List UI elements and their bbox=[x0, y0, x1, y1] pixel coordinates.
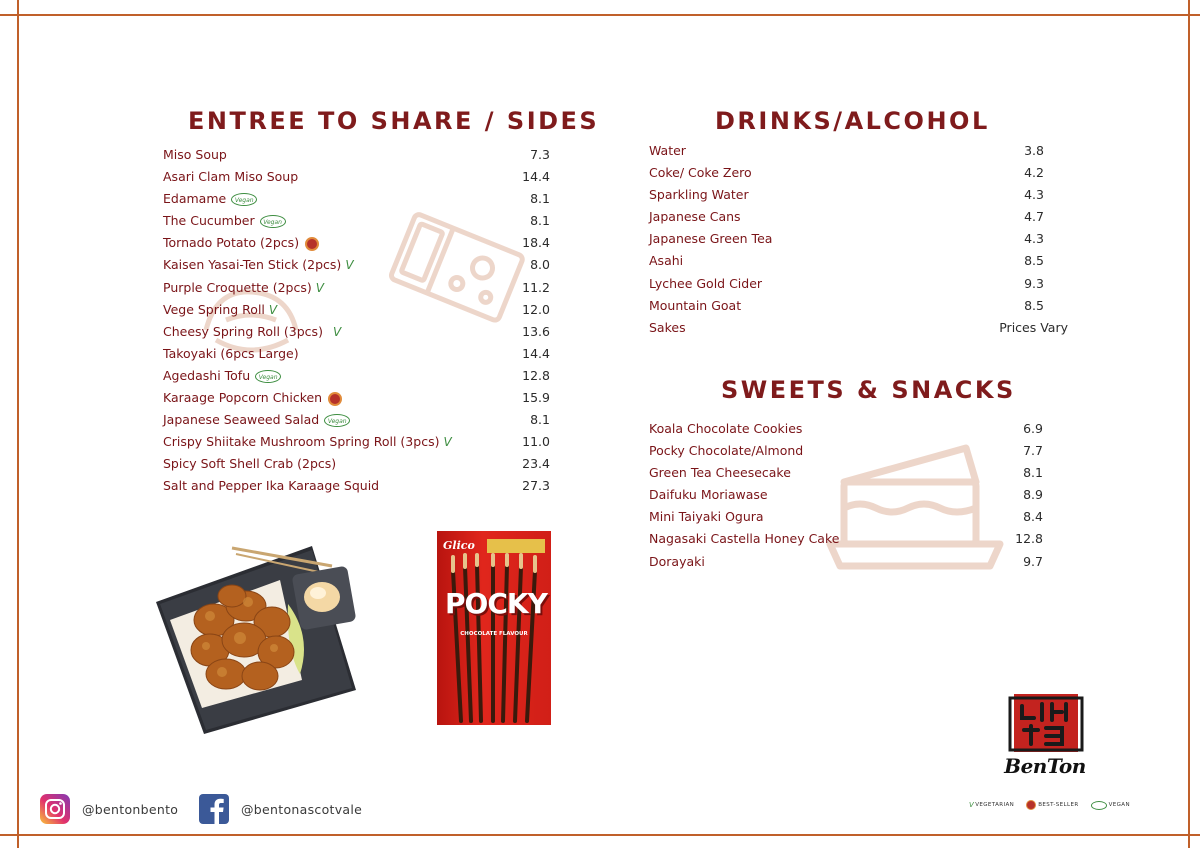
item-price: 14.4 bbox=[522, 169, 550, 185]
menu-item bbox=[163, 277, 550, 299]
item-price: 7.7 bbox=[1023, 443, 1043, 459]
menu-item bbox=[163, 188, 550, 210]
legend-vegetarian-label: VEGETARIAN bbox=[975, 802, 1015, 808]
item-price: 12.8 bbox=[1015, 531, 1043, 547]
item-name: Crispy Shiitake Mushroom Spring Roll (3pcs) bbox=[163, 434, 440, 450]
menu-item bbox=[163, 475, 550, 497]
vegetarian-icon: V bbox=[443, 435, 452, 450]
karaage-chicken-photo bbox=[152, 540, 360, 740]
item-name: Karaage Popcorn Chicken bbox=[163, 390, 323, 406]
menu-item bbox=[163, 453, 550, 475]
vegan-badge-icon: Vegan bbox=[231, 193, 257, 206]
item-price: 13.6 bbox=[522, 323, 550, 339]
drinks-section-title: DRINKS/ALCOHOL bbox=[715, 107, 990, 135]
item-price: Prices Vary bbox=[999, 319, 1068, 335]
item-price: 8.1 bbox=[1023, 465, 1043, 481]
facebook-icon bbox=[199, 794, 229, 824]
best-seller-icon bbox=[305, 237, 319, 251]
menu-item bbox=[649, 140, 1068, 162]
item-name: Dorayaki bbox=[649, 553, 705, 569]
item-price: 11.0 bbox=[522, 434, 550, 450]
pocky-box-photo bbox=[437, 531, 551, 725]
menu-item bbox=[649, 506, 1043, 528]
menu-item bbox=[163, 210, 550, 232]
menu-item bbox=[649, 462, 1043, 484]
pocky-sticks-image bbox=[437, 531, 551, 725]
best-seller-icon bbox=[328, 392, 342, 406]
item-name: Agedashi Tofu bbox=[163, 367, 251, 383]
menu-item bbox=[163, 299, 550, 321]
facebook-handle: @bentonascotvale bbox=[241, 801, 363, 817]
benton-logo-mark bbox=[1004, 692, 1086, 756]
item-price: 23.4 bbox=[522, 456, 550, 472]
item-name: Japanese Cans bbox=[649, 209, 741, 225]
item-price: 18.4 bbox=[522, 235, 550, 251]
menu-item bbox=[649, 317, 1068, 339]
menu-item bbox=[649, 184, 1068, 206]
item-name: Nagasaki Castella Honey Cake bbox=[649, 531, 840, 547]
legend-vegetarian bbox=[969, 801, 1020, 809]
left-border bbox=[17, 0, 19, 848]
item-price: 6.9 bbox=[1023, 421, 1043, 436]
pocky-name-text: POCKY bbox=[445, 587, 547, 620]
item-name: Tornado Potato (2pcs) bbox=[163, 235, 300, 251]
menu-item bbox=[649, 484, 1043, 506]
item-price: 8.4 bbox=[1023, 509, 1043, 525]
drinks-menu-list bbox=[649, 140, 1068, 339]
vegan-badge-icon: Vegan bbox=[255, 370, 281, 383]
item-name: Japanese Green Tea bbox=[649, 231, 773, 247]
item-name: Purple Croquette (2pcs) bbox=[163, 279, 312, 295]
item-price: 8.1 bbox=[530, 412, 550, 428]
item-price: 4.2 bbox=[1024, 165, 1044, 181]
legend-best-seller bbox=[1026, 800, 1084, 810]
legend-best-seller-label: BEST-SELLER bbox=[1038, 802, 1079, 808]
item-price: 9.3 bbox=[1024, 275, 1044, 291]
item-name: Coke/ Coke Zero bbox=[649, 165, 752, 181]
legend bbox=[969, 800, 1142, 810]
item-price: 8.9 bbox=[1023, 487, 1043, 503]
menu-item bbox=[649, 440, 1043, 462]
item-name: Vege Spring Roll bbox=[163, 301, 265, 317]
item-name: Pocky Chocolate/Almond bbox=[649, 443, 804, 459]
item-name: Mountain Goat bbox=[649, 297, 742, 313]
item-name: Asari Clam Miso Soup bbox=[163, 169, 299, 185]
vegan-badge-icon: Vegan bbox=[324, 414, 350, 427]
entree-menu-list bbox=[163, 144, 550, 498]
item-name: Green Tea Cheesecake bbox=[649, 465, 791, 481]
sweets-section-title: SWEETS & SNACKS bbox=[721, 376, 1016, 404]
item-price: 8.1 bbox=[530, 213, 550, 229]
pocky-flavour-text: CHOCOLATE FLAVOUR bbox=[460, 631, 528, 637]
entree-section-title: ENTREE TO SHARE / SIDES bbox=[188, 107, 600, 135]
item-price: 15.9 bbox=[522, 390, 550, 406]
item-name: Daifuku Moriawase bbox=[649, 487, 768, 503]
menu-item bbox=[163, 144, 550, 166]
facebook-link[interactable] bbox=[199, 793, 362, 825]
vegetarian-icon: V bbox=[268, 302, 278, 317]
menu-item bbox=[649, 528, 1043, 550]
menu-item bbox=[163, 343, 550, 365]
item-name: Lychee Gold Cider bbox=[649, 275, 763, 291]
menu-item bbox=[163, 409, 550, 431]
vegetarian-icon: V bbox=[969, 801, 975, 809]
menu-item bbox=[163, 431, 550, 453]
menu-item bbox=[163, 254, 550, 276]
vegan-badge-icon: Vegan bbox=[260, 215, 286, 228]
instagram-link[interactable] bbox=[40, 793, 178, 825]
item-name: Sakes bbox=[649, 319, 686, 335]
item-price: 8.5 bbox=[1024, 297, 1044, 313]
item-price: 12.0 bbox=[522, 301, 550, 317]
legend-vegan-label: VEGAN bbox=[1108, 802, 1130, 808]
item-price: 7.3 bbox=[530, 147, 550, 162]
menu-item bbox=[649, 295, 1068, 317]
benton-logo-text: BenTon bbox=[1004, 754, 1086, 778]
item-name: The Cucumber bbox=[163, 213, 255, 229]
vegetarian-icon: V bbox=[332, 324, 342, 339]
vegan-badge-icon bbox=[1091, 801, 1107, 810]
bottom-border bbox=[0, 834, 1200, 836]
menu-item bbox=[163, 387, 550, 409]
item-name: Spicy Soft Shell Crab (2pcs) bbox=[163, 456, 337, 472]
item-name: Koala Chocolate Cookies bbox=[649, 421, 803, 436]
item-price: 3.8 bbox=[1024, 143, 1044, 158]
menu-item bbox=[649, 418, 1043, 440]
menu-item bbox=[163, 232, 550, 254]
top-border bbox=[0, 14, 1200, 16]
item-name: Miso Soup bbox=[163, 147, 227, 162]
menu-item bbox=[649, 228, 1068, 250]
menu-item bbox=[649, 273, 1068, 295]
pocky-brand-text: Glico bbox=[443, 539, 475, 552]
sweets-menu-list bbox=[649, 418, 1043, 573]
item-name: Salt and Pepper Ika Karaage Squid bbox=[163, 478, 380, 494]
item-price: 8.1 bbox=[530, 191, 550, 207]
item-price: 8.0 bbox=[530, 257, 550, 273]
item-name: Edamame bbox=[163, 191, 227, 207]
item-name: Sparkling Water bbox=[649, 187, 749, 203]
legend-vegan bbox=[1091, 801, 1136, 810]
item-name: Mini Taiyaki Ogura bbox=[649, 509, 764, 525]
item-price: 9.7 bbox=[1023, 553, 1043, 569]
item-price: 4.3 bbox=[1024, 231, 1044, 247]
item-name: Kaisen Yasai-Ten Stick (2pcs) bbox=[163, 257, 342, 273]
item-price: 4.3 bbox=[1024, 187, 1044, 203]
item-price: 14.4 bbox=[522, 345, 550, 361]
item-price: 27.3 bbox=[522, 478, 550, 494]
item-name: Takoyaki (6pcs Large) bbox=[163, 345, 299, 361]
menu-item bbox=[649, 162, 1068, 184]
item-name: Japanese Seaweed Salad bbox=[163, 412, 320, 428]
item-name: Asahi bbox=[649, 253, 684, 269]
menu-item bbox=[163, 166, 550, 188]
menu-item bbox=[649, 206, 1068, 228]
item-price: 12.8 bbox=[522, 367, 550, 383]
menu-item bbox=[649, 250, 1068, 272]
item-price: 4.7 bbox=[1024, 209, 1044, 225]
benton-logo bbox=[1004, 692, 1086, 784]
item-price: 11.2 bbox=[522, 279, 550, 295]
menu-item bbox=[649, 551, 1043, 573]
item-name: Cheesy Spring Roll (3pcs) bbox=[163, 323, 323, 339]
vegetarian-icon: V bbox=[345, 258, 354, 273]
right-border bbox=[1188, 0, 1190, 848]
vegetarian-icon: V bbox=[315, 280, 324, 295]
instagram-icon bbox=[40, 794, 70, 824]
menu-item bbox=[163, 321, 550, 343]
item-price: 8.5 bbox=[1024, 253, 1044, 269]
best-seller-icon bbox=[1026, 800, 1036, 810]
item-name: Water bbox=[649, 143, 686, 158]
menu-item bbox=[163, 365, 550, 387]
instagram-handle: @bentonbento bbox=[82, 801, 179, 817]
